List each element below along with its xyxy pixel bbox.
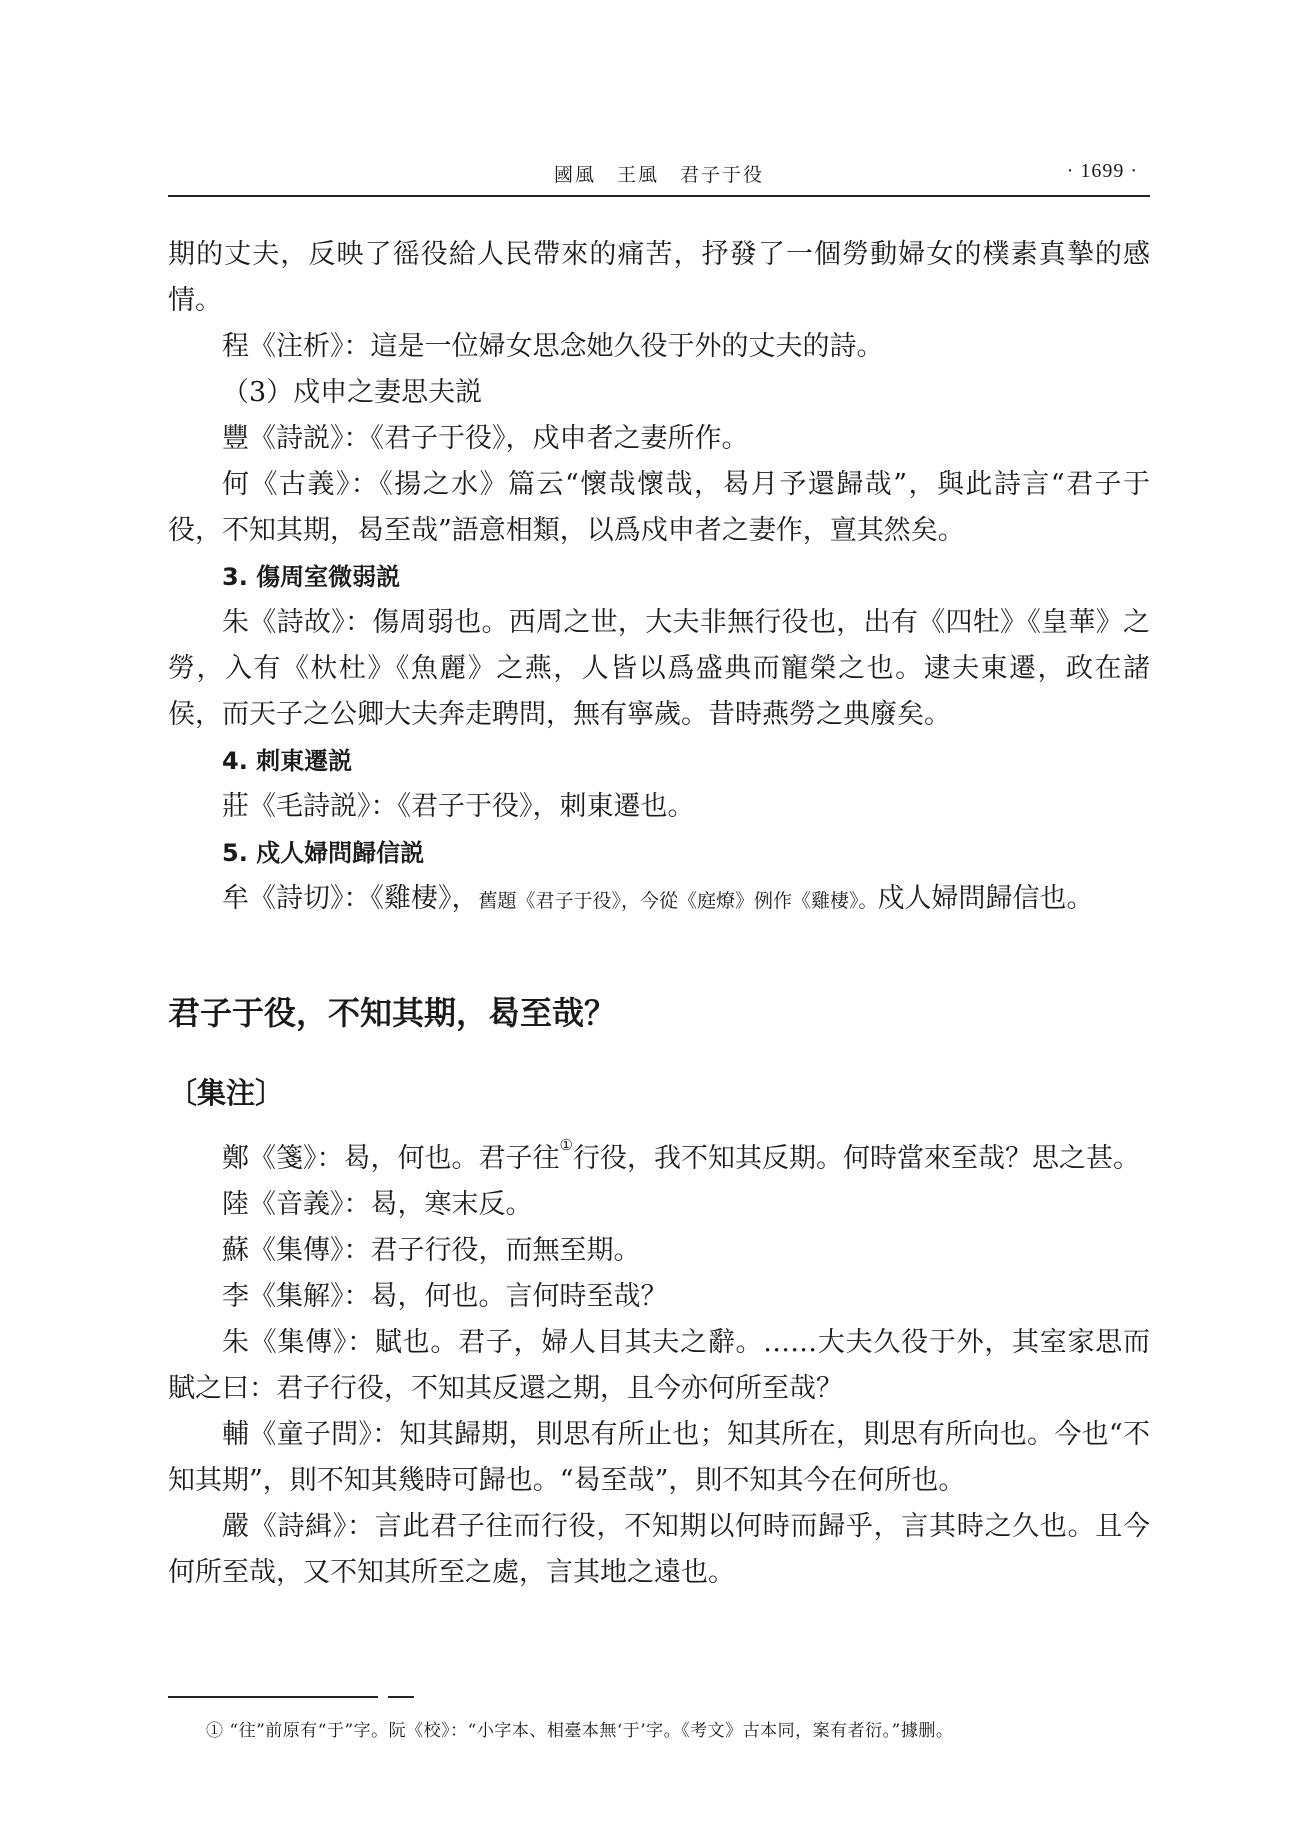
verse-title: 君子于役，不知其期，曷至哉？ [168,994,617,1032]
paragraph: 李《集解》：曷，何也。言何時至哉？ [222,1281,668,1312]
footnote-rule-short [388,1696,414,1698]
subsection-heading: （3）戍申之妻思夫説 [222,377,483,408]
footnote-marker[interactable]: ① [559,1136,573,1154]
footnote-rule [168,1696,378,1698]
footnote: ① “往”前原有“于”字。阮《校》：“小字本、相臺本無‘于’字。《考文》古本同，案有者衍。”據删。 [206,1721,954,1741]
running-header [168,158,1150,192]
paragraph: 朱《詩故》：傷周弱也。西周之世，大夫非無行役也，出有《四牡》《皇華》之勞，入有《杕杜》《魚麗》之燕，人皆以爲盛典而寵榮之也。逮夫東遷，政在諸侯，而天子之公卿大夫奔走聘問，無有寧歲。昔時燕勞之典廢矣。 [168,607,1150,730]
jizhu-label: 〔集注〕 [168,1076,285,1110]
inline-small-note: 舊題《君子于役》，今從《庭燎》例作《雞棲》。 [478,890,878,912]
paragraph-zheng: 鄭《箋》：曷，何也。君子往①行役，我不知其反期。何時當來至哉？思之甚。 [222,1136,1140,1174]
paragraph: 朱《集傳》：賦也。君子，婦人目其夫之辭。……大夫久役于外，其室家思而賦之曰：君子行役，不知其反還之期，且今亦何所至哉？ [168,1327,1150,1404]
header-section-title: 國風 王風 君子于役 [553,164,764,186]
paragraph: 輔《童子問》：知其歸期，則思有所止也；知其所在，則思有所向也。今也“不知其期”，則不知其幾時可歸也。“曷至哉”，則不知其今在何所也。 [168,1419,1150,1496]
paragraph: 期的丈夫，反映了徭役給人民帶來的痛苦，抒發了一個勞動婦女的樸素真摯的感情。 [168,239,1150,316]
page-number: · 1699 · [1066,160,1138,182]
paragraph: 陸《音義》：曷，寒末反。 [222,1189,533,1220]
paragraph: 豐《詩説》：《君子于役》，戍申者之妻所作。 [222,423,749,454]
body-text-bottom [168,1136,1150,1596]
paragraph: 蘇《集傳》：君子行役，而無至期。 [222,1235,641,1266]
paragraph: 嚴《詩緝》：言此君子往而行役，不知期以何時而歸乎，言其時之久也。且今何所至哉，又不知其所至之處，言其地之遠也。 [168,1511,1150,1588]
section-heading: 5. 戍人婦問歸信説 [222,839,425,867]
paragraph-mou: 牟《詩切》：《雞棲》，舊題《君子于役》，今從《庭燎》例作《雞棲》。戍人婦問歸信也。 [222,883,1094,914]
body-text-top [168,232,1150,924]
section-heading: 3. 傷周室微弱説 [222,563,401,591]
header-rule [168,195,1150,197]
paragraph: 何《古義》：《揚之水》篇云“懷哉懷哉，曷月予還歸哉”，與此詩言“君子于役，不知其期，曷至哉”語意相類，以爲戍申者之妻作，亶其然矣。 [168,469,1150,546]
section-heading: 4. 刺東遷説 [222,747,353,775]
paragraph: 莊《毛詩説》：《君子于役》，刺東遷也。 [222,791,695,822]
paragraph: 程《注析》：這是一位婦女思念她久役于外的丈夫的詩。 [222,331,884,362]
